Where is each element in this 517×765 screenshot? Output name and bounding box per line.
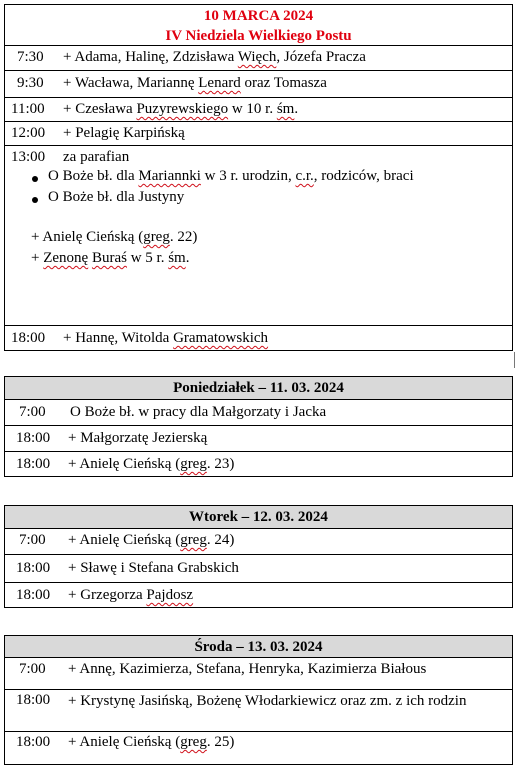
mass-time: 7:30 [17, 49, 44, 65]
mass-intention: O Boże bł. w pracy dla Małgorzaty i Jacka [70, 404, 327, 420]
mass-intention: + Adama, Halinę, Zdzisława Więch, Józefa Pracza [63, 49, 366, 65]
mass-row-multi [5, 145, 512, 325]
mass-intention: + Wacława, Mariannę Lenard oraz Tomasza [63, 75, 327, 91]
mass-intention: O Boże bł. dla Mariannki w 3 r. urodzin, c.r., rodziców, braci [48, 168, 414, 184]
mass-intention: + Czesława Puzyrewskiego w 10 r. śm. [63, 101, 299, 117]
sunday-header [5, 5, 512, 45]
mass-time: 18:00 [16, 734, 51, 750]
tuesday-header: Wtorek – 12. 03. 2024 [5, 506, 512, 528]
mass-row [5, 689, 512, 731]
mass-time: 18:00 [16, 430, 51, 446]
mass-row [5, 45, 512, 70]
mass-row [5, 325, 512, 350]
mass-row [5, 582, 512, 608]
mass-row [5, 70, 512, 97]
mass-intention: + Anielę Cieńską (greg. 23) [68, 456, 235, 472]
mass-time: 7:00 [19, 661, 46, 677]
mass-intention: + Krystynę Jasińską, Bożenę Włodarkiewicz oraz zm. z ich rodzin [68, 693, 467, 709]
sunday-date: 10 MARCA 2024 [203, 8, 314, 24]
bullet-icon [32, 197, 38, 203]
mass-row [5, 731, 512, 764]
monday-header: Poniedziałek – 11. 03. 2024 [5, 377, 512, 399]
mass-intention: + Pelagię Karpińską [63, 125, 185, 141]
mass-intention: + Grzegorza Pajdosz [68, 587, 194, 603]
mass-intention: + Annę, Kazimierza, Stefana, Henryka, Kazimierza Białous [68, 661, 427, 677]
mass-time: 12:00 [11, 125, 46, 141]
mass-row [5, 657, 512, 689]
mass-time: 13:00 [11, 149, 46, 165]
monday-table [4, 376, 513, 477]
mass-intention: + Anielę Cieńską (greg. 22) [31, 229, 198, 245]
mass-intention-head: za parafian [63, 149, 130, 165]
sunday-title: IV Niedziela Wielkiego Postu [165, 28, 352, 44]
bullet-icon [32, 176, 38, 182]
mass-intention: + Anielę Cieńską (greg. 25) [68, 734, 235, 750]
mass-row [5, 399, 512, 425]
wednesday-header: Środa – 13. 03. 2024 [5, 636, 512, 657]
mass-intention: + Hannę, Witolda Gramatowskich [63, 330, 269, 346]
mass-time: 7:00 [19, 404, 46, 420]
mass-row [5, 121, 512, 145]
mass-time: 7:00 [19, 532, 46, 548]
mass-time: 18:00 [16, 587, 51, 603]
mass-time: 11:00 [11, 101, 45, 117]
mass-row [5, 451, 512, 477]
mass-intention: + Zenonę Buraś w 5 r. śm. [31, 250, 190, 266]
sunday-table [4, 4, 513, 351]
mass-time: 18:00 [16, 560, 51, 576]
mass-row [5, 554, 512, 582]
mass-intention: + Anielę Cieńską (greg. 24) [68, 532, 235, 548]
mass-row [5, 425, 512, 451]
mass-intention: O Boże bł. dla Justyny [48, 189, 185, 205]
mass-row [5, 528, 512, 554]
mass-row [5, 97, 512, 121]
mass-intention: + Małgorzatę Jezierską [68, 430, 208, 446]
mass-time: 9:30 [17, 75, 44, 91]
mass-intention: + Sławę i Stefana Grabskich [68, 560, 239, 576]
mass-time: 18:00 [11, 330, 46, 346]
page-margin-mark [514, 352, 515, 368]
mass-time: 18:00 [16, 456, 51, 472]
tuesday-table [4, 505, 513, 608]
mass-time: 18:00 [16, 692, 51, 708]
wednesday-table [4, 635, 513, 765]
